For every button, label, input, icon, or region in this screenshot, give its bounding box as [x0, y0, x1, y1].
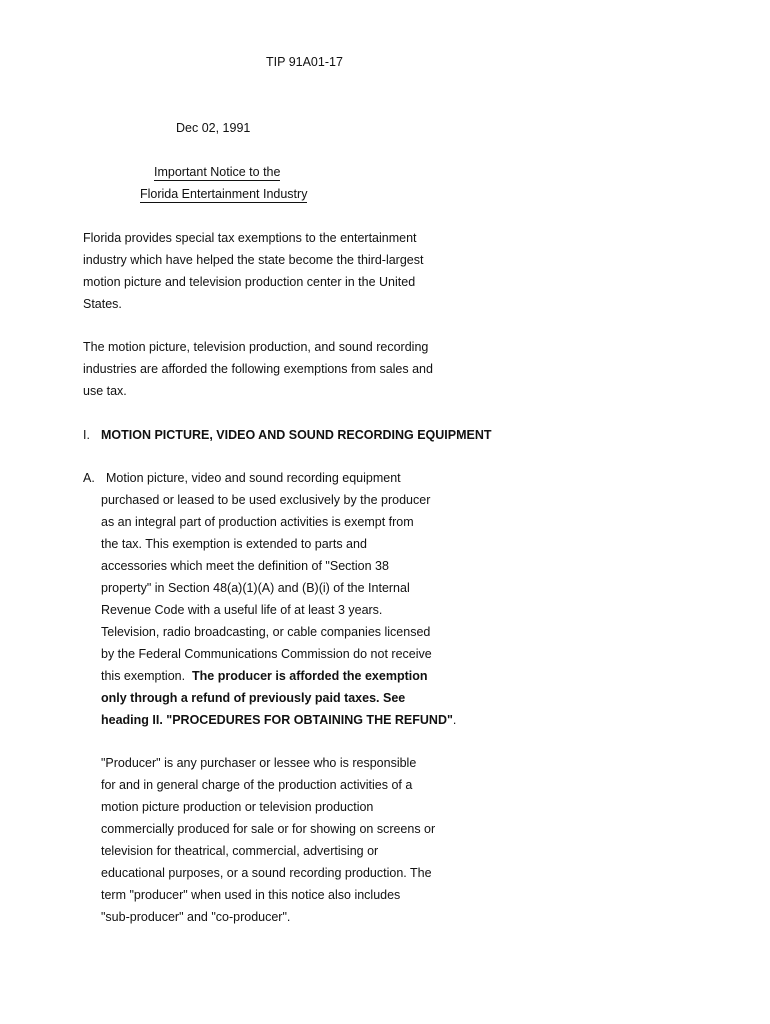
item-a-line: property" in Section 48(a)(1)(A) and (B)(i) of the Internal: [101, 581, 410, 595]
intro-line: Florida provides special tax exemptions to the entertainment: [83, 231, 417, 245]
item-a-line: by the Federal Communications Commission do not receive: [101, 647, 432, 661]
exemptions-intro-line: use tax.: [83, 384, 127, 398]
item-a-paragraph: [101, 492, 456, 734]
exemptions-intro-paragraph: [83, 339, 433, 405]
refund-heading-period: .: [452, 713, 457, 727]
refund-heading-reference: heading II. "PROCEDURES FOR OBTAINING THE REFUND": [101, 713, 453, 727]
section-number: I.: [83, 428, 90, 442]
producer-definition-line: "Producer" is any purchaser or lessee who is responsible: [101, 756, 417, 770]
refund-heading-line: [101, 712, 456, 734]
exemption-bold-text: The producer is afforded the exemption: [192, 669, 428, 683]
producer-definition-line: educational purposes, or a sound recording production. The: [101, 866, 432, 880]
item-a-line: Revenue Code with a useful life of at least 3 years.: [101, 603, 383, 617]
item-a-line: Television, radio broadcasting, or cable companies licensed: [101, 625, 431, 639]
refund-bold-line: only through a refund of previously paid taxes. See: [101, 691, 406, 705]
intro-paragraph: [83, 230, 423, 318]
item-a-line-exemption: [101, 668, 456, 690]
item-letter: A.: [83, 471, 95, 485]
intro-line: industry which have helped the state become the third-largest: [83, 253, 424, 267]
item-a-line: the tax. This exemption is extended to parts and: [101, 537, 367, 551]
producer-definition-line: "sub-producer" and "co-producer".: [101, 910, 291, 924]
document-date: Dec 02, 1991: [176, 121, 251, 135]
item-a-line: accessories which meet the definition of "Section 38: [101, 559, 389, 573]
intro-line: States.: [83, 297, 122, 311]
tip-number: TIP 91A01-17: [266, 55, 343, 69]
item-a-line: as an integral part of production activities is exempt from: [101, 515, 414, 529]
item-a-first-line: Motion picture, video and sound recording equipment: [106, 471, 401, 485]
exemptions-intro-line: industries are afforded the following exemptions from sales and: [83, 362, 433, 376]
exemption-plain-text: this exemption.: [101, 669, 186, 683]
item-a-line: purchased or leased to be used exclusively by the producer: [101, 493, 431, 507]
producer-definition-paragraph: [101, 755, 435, 931]
producer-definition-line: commercially produced for sale or for showing on screens or: [101, 822, 436, 836]
section-heading: MOTION PICTURE, VIDEO AND SOUND RECORDING EQUIPMENT: [101, 428, 492, 442]
producer-definition-line: term "producer" when used in this notice also includes: [101, 888, 401, 902]
notice-title-line-1: Important Notice to the: [154, 165, 281, 179]
exemptions-intro-line: The motion picture, television production, and sound recording: [83, 340, 429, 354]
producer-definition-line: motion picture production or television production: [101, 800, 374, 814]
producer-definition-line: television for theatrical, commercial, advertising or: [101, 844, 379, 858]
producer-definition-line: for and in general charge of the production activities of a: [101, 778, 413, 792]
intro-line: motion picture and television production center in the United: [83, 275, 416, 289]
notice-title-line-2: Florida Entertainment Industry: [140, 187, 308, 201]
